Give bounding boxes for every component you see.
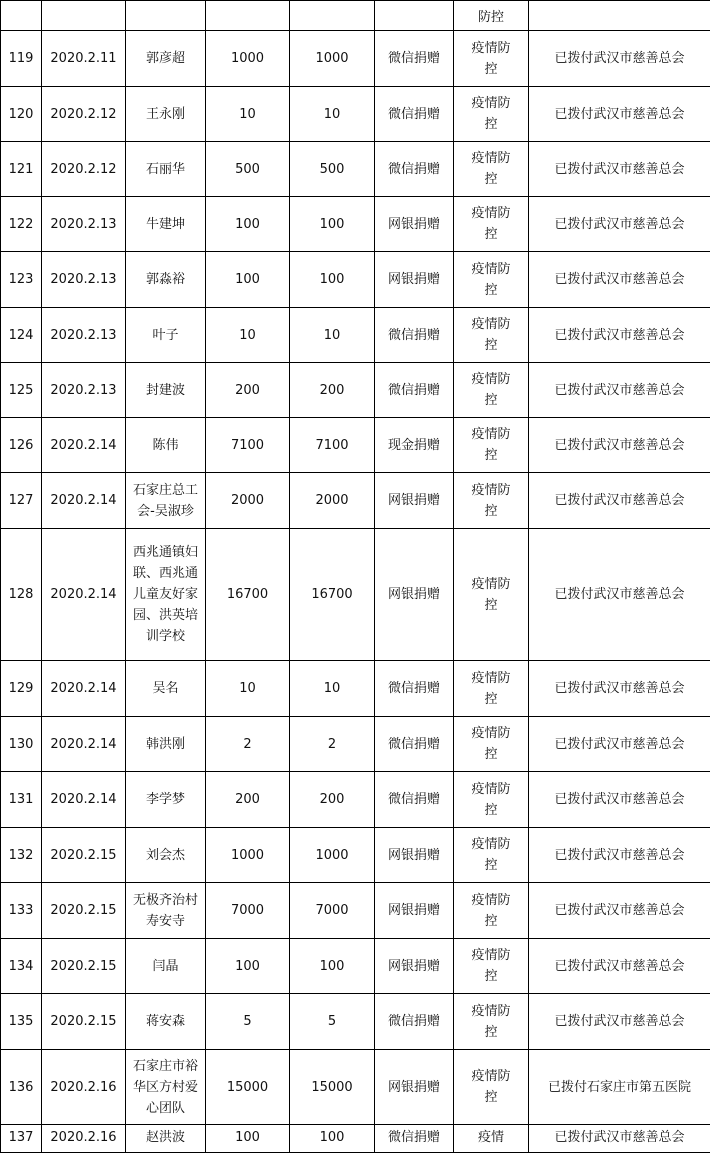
row-number bbox=[1, 1, 42, 31]
received-amount: 100 bbox=[290, 939, 375, 994]
donation-purpose: 疫情防控 bbox=[454, 418, 529, 473]
received-amount: 500 bbox=[290, 142, 375, 197]
table-row bbox=[1, 717, 710, 772]
received-amount: 16700 bbox=[290, 529, 375, 661]
donation-date: 2020.2.14 bbox=[42, 529, 126, 661]
donor-name: 陈伟 bbox=[126, 418, 206, 473]
donation-date: 2020.2.12 bbox=[42, 142, 126, 197]
donation-purpose: 疫情防控 bbox=[454, 363, 529, 418]
donation-method: 现金捐赠 bbox=[375, 418, 454, 473]
table-row bbox=[1, 363, 710, 418]
table-row bbox=[1, 1125, 710, 1153]
donation-purpose: 疫情防控 bbox=[454, 31, 529, 87]
received-amount: 2 bbox=[290, 717, 375, 772]
table-row bbox=[1, 308, 710, 363]
row-number: 132 bbox=[1, 828, 42, 883]
donor-name: 石家庄总工会-吴淑珍 bbox=[126, 473, 206, 529]
row-number: 119 bbox=[1, 31, 42, 87]
donation-date: 2020.2.16 bbox=[42, 1125, 126, 1153]
received-amount: 5 bbox=[290, 994, 375, 1050]
donor-name: 封建波 bbox=[126, 363, 206, 418]
donor-name: 王永刚 bbox=[126, 87, 206, 142]
donor-name: 李学梦 bbox=[126, 772, 206, 828]
received-amount bbox=[290, 1, 375, 31]
donor-name: 吴名 bbox=[126, 661, 206, 717]
donation-date: 2020.2.13 bbox=[42, 308, 126, 363]
row-number: 131 bbox=[1, 772, 42, 828]
donation-amount: 200 bbox=[206, 772, 290, 828]
received-amount: 7100 bbox=[290, 418, 375, 473]
row-number: 122 bbox=[1, 197, 42, 252]
donation-date: 2020.2.14 bbox=[42, 661, 126, 717]
disbursement-note: 已拨付武汉市慈善总会 bbox=[529, 31, 710, 87]
donation-purpose: 疫情防控 bbox=[454, 142, 529, 197]
donor-name: 石家庄市裕华区方村爱心团队 bbox=[126, 1050, 206, 1125]
received-amount: 2000 bbox=[290, 473, 375, 529]
table-row bbox=[1, 1050, 710, 1125]
donor-name: 叶子 bbox=[126, 308, 206, 363]
donation-purpose: 疫情防控 bbox=[454, 883, 529, 939]
donation-method: 网银捐赠 bbox=[375, 529, 454, 661]
donation-amount: 16700 bbox=[206, 529, 290, 661]
donation-purpose: 疫情防控 bbox=[454, 252, 529, 308]
donation-purpose: 疫情 bbox=[454, 1125, 529, 1153]
table-row bbox=[1, 529, 710, 661]
donation-amount: 1000 bbox=[206, 31, 290, 87]
donor-name: 郭彦超 bbox=[126, 31, 206, 87]
row-number: 136 bbox=[1, 1050, 42, 1125]
donation-date: 2020.2.13 bbox=[42, 197, 126, 252]
donor-name: 郭淼裕 bbox=[126, 252, 206, 308]
donation-amount: 100 bbox=[206, 252, 290, 308]
row-number: 126 bbox=[1, 418, 42, 473]
donation-method: 网银捐赠 bbox=[375, 939, 454, 994]
donor-name: 西兆通镇妇联、西兆通儿童友好家园、洪英培训学校 bbox=[126, 529, 206, 661]
donation-amount: 10 bbox=[206, 308, 290, 363]
donation-date: 2020.2.13 bbox=[42, 363, 126, 418]
row-number: 125 bbox=[1, 363, 42, 418]
disbursement-note: 已拨付武汉市慈善总会 bbox=[529, 197, 710, 252]
donation-amount: 10 bbox=[206, 661, 290, 717]
received-amount: 200 bbox=[290, 363, 375, 418]
row-number: 120 bbox=[1, 87, 42, 142]
donation-purpose: 疫情防控 bbox=[454, 308, 529, 363]
donation-method: 微信捐赠 bbox=[375, 772, 454, 828]
table-row bbox=[1, 87, 710, 142]
disbursement-note: 已拨付武汉市慈善总会 bbox=[529, 661, 710, 717]
donation-date: 2020.2.14 bbox=[42, 772, 126, 828]
donation-amount: 10 bbox=[206, 87, 290, 142]
row-number: 127 bbox=[1, 473, 42, 529]
donation-purpose: 疫情防控 bbox=[454, 87, 529, 142]
table-row bbox=[1, 994, 710, 1050]
donation-purpose: 疫情防控 bbox=[454, 529, 529, 661]
received-amount: 1000 bbox=[290, 31, 375, 87]
donation-amount: 15000 bbox=[206, 1050, 290, 1125]
disbursement-note: 已拨付武汉市慈善总会 bbox=[529, 473, 710, 529]
received-amount: 10 bbox=[290, 661, 375, 717]
disbursement-note: 已拨付武汉市慈善总会 bbox=[529, 772, 710, 828]
donation-amount: 2 bbox=[206, 717, 290, 772]
donation-amount: 1000 bbox=[206, 828, 290, 883]
received-amount: 100 bbox=[290, 197, 375, 252]
donation-date: 2020.2.12 bbox=[42, 87, 126, 142]
table-row bbox=[1, 418, 710, 473]
donation-amount bbox=[206, 1, 290, 31]
table-row bbox=[1, 473, 710, 529]
received-amount: 100 bbox=[290, 252, 375, 308]
donation-method: 微信捐赠 bbox=[375, 994, 454, 1050]
donation-date: 2020.2.16 bbox=[42, 1050, 126, 1125]
donation-purpose: 疫情防控 bbox=[454, 828, 529, 883]
disbursement-note: 已拨付武汉市慈善总会 bbox=[529, 363, 710, 418]
table-row bbox=[1, 772, 710, 828]
table-row bbox=[1, 661, 710, 717]
donation-date: 2020.2.15 bbox=[42, 828, 126, 883]
donation-amount: 5 bbox=[206, 994, 290, 1050]
donation-method: 网银捐赠 bbox=[375, 883, 454, 939]
row-number: 123 bbox=[1, 252, 42, 308]
disbursement-note: 已拨付石家庄市第五医院 bbox=[529, 1050, 710, 1125]
donation-method: 网银捐赠 bbox=[375, 828, 454, 883]
donor-name: 赵洪波 bbox=[126, 1125, 206, 1153]
disbursement-note: 已拨付武汉市慈善总会 bbox=[529, 828, 710, 883]
donor-name: 石丽华 bbox=[126, 142, 206, 197]
table-row bbox=[1, 883, 710, 939]
donation-method bbox=[375, 1, 454, 31]
donation-purpose: 疫情防控 bbox=[454, 772, 529, 828]
donation-date: 2020.2.14 bbox=[42, 473, 126, 529]
donation-purpose: 防控 bbox=[454, 1, 529, 31]
donation-date: 2020.2.15 bbox=[42, 883, 126, 939]
donation-date: 2020.2.14 bbox=[42, 418, 126, 473]
donation-amount: 500 bbox=[206, 142, 290, 197]
donor-name bbox=[126, 1, 206, 31]
donor-name: 闫晶 bbox=[126, 939, 206, 994]
disbursement-note: 已拨付武汉市慈善总会 bbox=[529, 529, 710, 661]
donation-amount: 2000 bbox=[206, 473, 290, 529]
donation-method: 网银捐赠 bbox=[375, 473, 454, 529]
row-number: 137 bbox=[1, 1125, 42, 1153]
table-row bbox=[1, 939, 710, 994]
donation-amount: 7000 bbox=[206, 883, 290, 939]
donation-amount: 100 bbox=[206, 939, 290, 994]
received-amount: 200 bbox=[290, 772, 375, 828]
donation-method: 微信捐赠 bbox=[375, 363, 454, 418]
disbursement-note: 已拨付武汉市慈善总会 bbox=[529, 717, 710, 772]
row-number: 128 bbox=[1, 529, 42, 661]
donation-purpose: 疫情防控 bbox=[454, 197, 529, 252]
donation-method: 微信捐赠 bbox=[375, 308, 454, 363]
donation-date: 2020.2.13 bbox=[42, 252, 126, 308]
received-amount: 1000 bbox=[290, 828, 375, 883]
donation-purpose: 疫情防控 bbox=[454, 994, 529, 1050]
received-amount: 15000 bbox=[290, 1050, 375, 1125]
donor-name: 牛建坤 bbox=[126, 197, 206, 252]
donation-method: 网银捐赠 bbox=[375, 252, 454, 308]
donation-method: 微信捐赠 bbox=[375, 1125, 454, 1153]
donation-date: 2020.2.15 bbox=[42, 994, 126, 1050]
donation-purpose: 疫情防控 bbox=[454, 473, 529, 529]
donation-method: 网银捐赠 bbox=[375, 197, 454, 252]
donation-amount: 100 bbox=[206, 1125, 290, 1153]
disbursement-note: 已拨付武汉市慈善总会 bbox=[529, 994, 710, 1050]
disbursement-note: 已拨付武汉市慈善总会 bbox=[529, 252, 710, 308]
donation-date: 2020.2.14 bbox=[42, 717, 126, 772]
received-amount: 10 bbox=[290, 308, 375, 363]
donation-date: 2020.2.15 bbox=[42, 939, 126, 994]
donation-purpose: 疫情防控 bbox=[454, 717, 529, 772]
donation-amount: 100 bbox=[206, 197, 290, 252]
donor-name: 韩洪刚 bbox=[126, 717, 206, 772]
disbursement-note: 已拨付武汉市慈善总会 bbox=[529, 87, 710, 142]
row-number: 130 bbox=[1, 717, 42, 772]
donation-method: 微信捐赠 bbox=[375, 31, 454, 87]
donation-amount: 200 bbox=[206, 363, 290, 418]
disbursement-note: 已拨付武汉市慈善总会 bbox=[529, 1125, 710, 1153]
table-row bbox=[1, 828, 710, 883]
donation-method: 微信捐赠 bbox=[375, 142, 454, 197]
disbursement-note: 已拨付武汉市慈善总会 bbox=[529, 142, 710, 197]
donation-purpose: 疫情防控 bbox=[454, 661, 529, 717]
received-amount: 10 bbox=[290, 87, 375, 142]
donation-method: 网银捐赠 bbox=[375, 1050, 454, 1125]
disbursement-note: 已拨付武汉市慈善总会 bbox=[529, 883, 710, 939]
row-number: 134 bbox=[1, 939, 42, 994]
row-number: 133 bbox=[1, 883, 42, 939]
row-number: 124 bbox=[1, 308, 42, 363]
donation-purpose: 疫情防控 bbox=[454, 939, 529, 994]
donation-method: 微信捐赠 bbox=[375, 717, 454, 772]
row-number: 135 bbox=[1, 994, 42, 1050]
donation-method: 微信捐赠 bbox=[375, 661, 454, 717]
donation-purpose: 疫情防控 bbox=[454, 1050, 529, 1125]
donation-amount: 7100 bbox=[206, 418, 290, 473]
row-number: 121 bbox=[1, 142, 42, 197]
table-row bbox=[1, 31, 710, 87]
disbursement-note: 已拨付武汉市慈善总会 bbox=[529, 308, 710, 363]
table-row bbox=[1, 252, 710, 308]
disbursement-note bbox=[529, 1, 710, 31]
donor-name: 无极齐治村寿安寺 bbox=[126, 883, 206, 939]
received-amount: 100 bbox=[290, 1125, 375, 1153]
donation-date bbox=[42, 1, 126, 31]
donor-name: 蒋安森 bbox=[126, 994, 206, 1050]
table-row bbox=[1, 1, 710, 31]
row-number: 129 bbox=[1, 661, 42, 717]
donation-method: 微信捐赠 bbox=[375, 87, 454, 142]
donor-name: 刘会杰 bbox=[126, 828, 206, 883]
disbursement-note: 已拨付武汉市慈善总会 bbox=[529, 939, 710, 994]
disbursement-note: 已拨付武汉市慈善总会 bbox=[529, 418, 710, 473]
table-row bbox=[1, 142, 710, 197]
table-row bbox=[1, 197, 710, 252]
donation-date: 2020.2.11 bbox=[42, 31, 126, 87]
received-amount: 7000 bbox=[290, 883, 375, 939]
